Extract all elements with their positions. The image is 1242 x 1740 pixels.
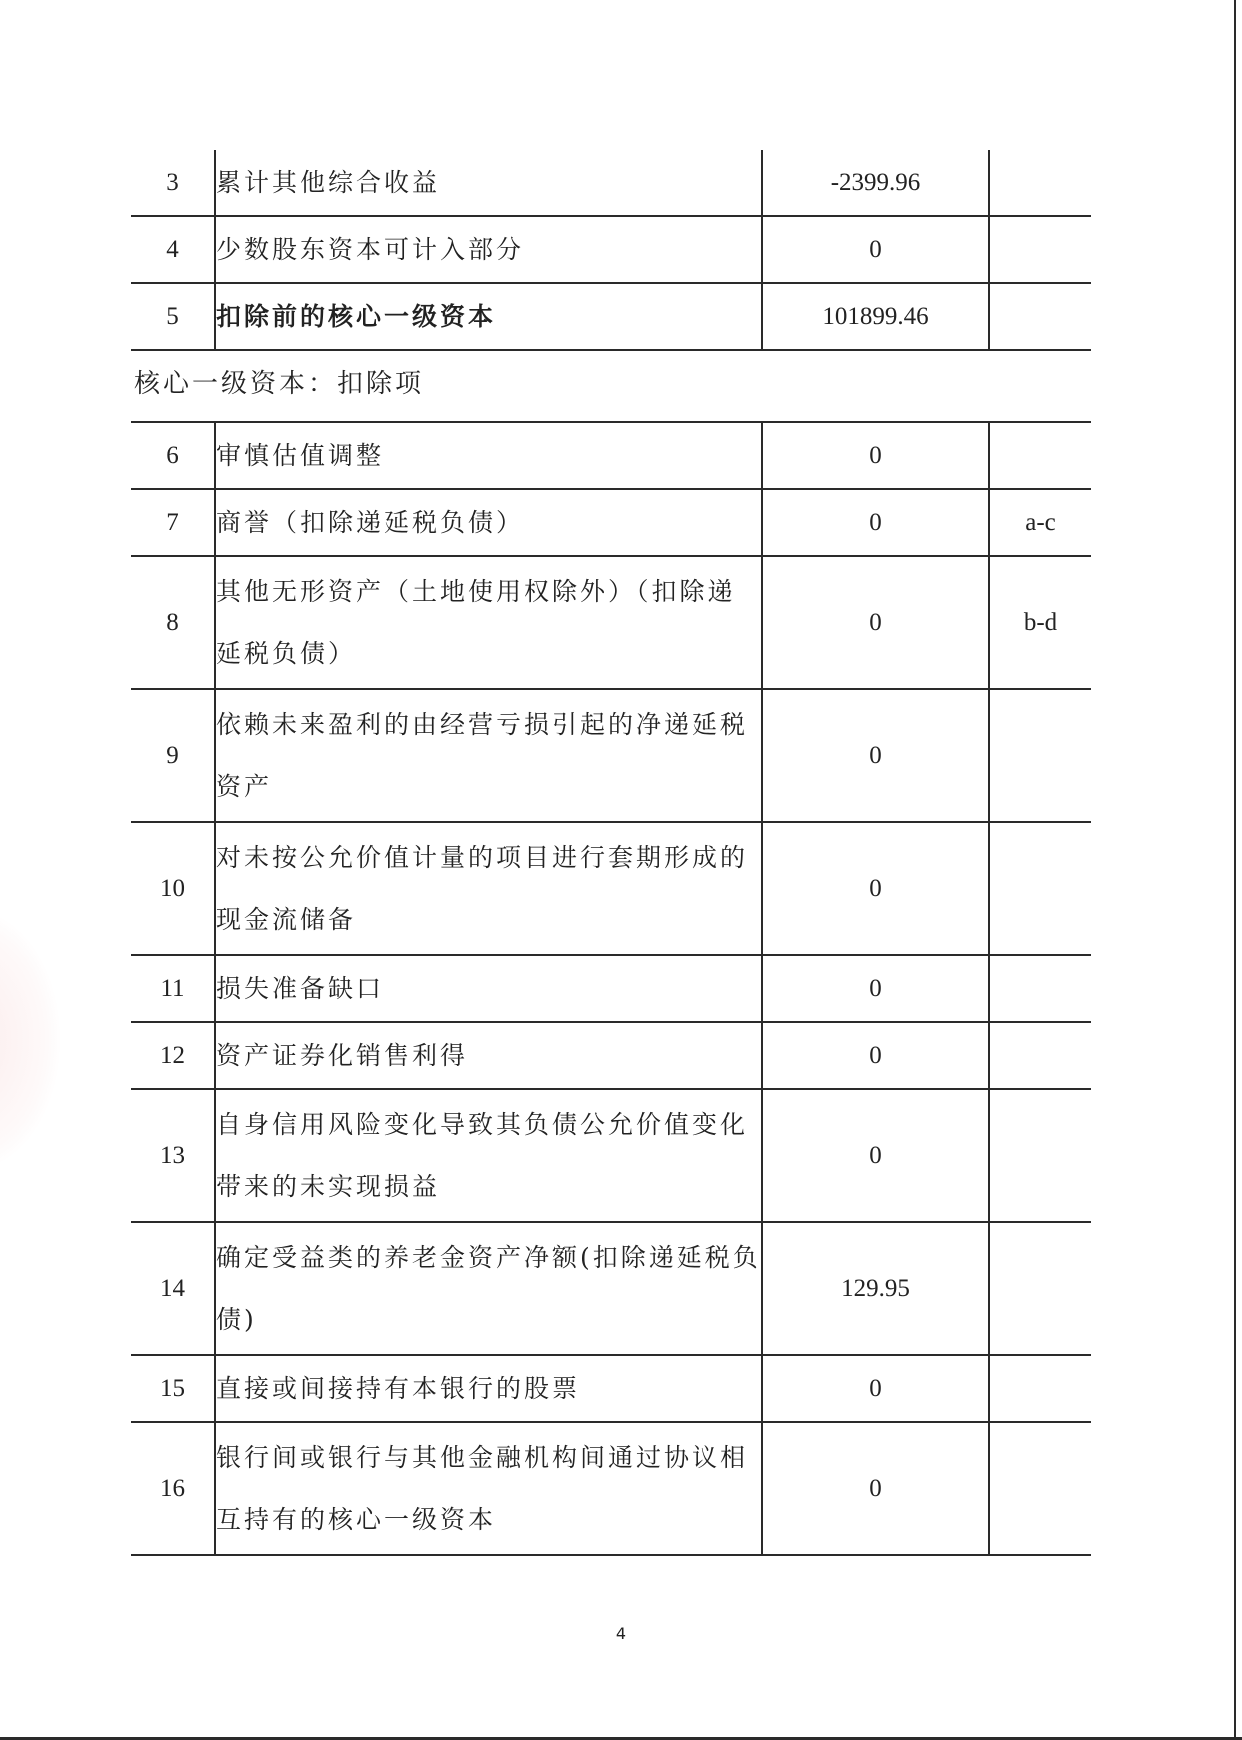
faded-stamp-mark (0, 910, 60, 1170)
row-number: 10 (131, 822, 215, 955)
table-row (131, 283, 1091, 350)
row-ref (989, 150, 1091, 216)
row-ref (989, 955, 1091, 1022)
row-ref: b-d (989, 556, 1091, 689)
row-ref (989, 422, 1091, 489)
row-item: 商誉（扣除递延税负债） (215, 489, 762, 556)
capital-table-deductions (131, 421, 1091, 1556)
row-ref (989, 216, 1091, 283)
row-value: 0 (762, 216, 989, 283)
row-number: 5 (131, 283, 215, 350)
row-value: 0 (762, 1022, 989, 1089)
row-value: 0 (762, 689, 989, 822)
table-row (131, 216, 1091, 283)
table-row (131, 1222, 1091, 1355)
row-number: 9 (131, 689, 215, 822)
table-row (131, 489, 1091, 556)
row-number: 3 (131, 150, 215, 216)
row-number: 12 (131, 1022, 215, 1089)
row-number: 16 (131, 1422, 215, 1555)
table-row (131, 822, 1091, 955)
row-item: 扣除前的核心一级资本 (215, 283, 762, 350)
row-value: 0 (762, 822, 989, 955)
page-number: 4 (615, 1624, 627, 1643)
table-row (131, 422, 1091, 489)
row-ref (989, 1422, 1091, 1555)
row-value: 0 (762, 955, 989, 1022)
section-title: 核心一级资本：扣除项 (134, 369, 425, 399)
row-item: 其他无形资产（土地使用权除外）（扣除递延税负债） (215, 556, 762, 689)
row-ref (989, 689, 1091, 822)
row-value: 0 (762, 422, 989, 489)
row-value: 0 (762, 1422, 989, 1555)
row-number: 14 (131, 1222, 215, 1355)
row-ref (989, 1089, 1091, 1222)
row-value: 0 (762, 489, 989, 556)
row-ref (989, 1222, 1091, 1355)
row-ref: a-c (989, 489, 1091, 556)
row-number: 6 (131, 422, 215, 489)
row-item: 累计其他综合收益 (215, 150, 762, 216)
row-value: 0 (762, 1089, 989, 1222)
row-number: 8 (131, 556, 215, 689)
row-item: 直接或间接持有本银行的股票 (215, 1355, 762, 1422)
row-number: 11 (131, 955, 215, 1022)
row-item: 资产证券化销售利得 (215, 1022, 762, 1089)
row-value: 129.95 (762, 1222, 989, 1355)
table-row (131, 1422, 1091, 1555)
table-row (131, 1022, 1091, 1089)
row-ref (989, 822, 1091, 955)
row-item: 自身信用风险变化导致其负债公允价值变化带来的未实现损益 (215, 1089, 762, 1222)
row-number: 4 (131, 216, 215, 283)
table-row (131, 1355, 1091, 1422)
table-row (131, 1089, 1091, 1222)
row-number: 7 (131, 489, 215, 556)
row-item: 确定受益类的养老金资产净额(扣除递延税负债) (215, 1222, 762, 1355)
row-number: 15 (131, 1355, 215, 1422)
row-item: 对未按公允价值计量的项目进行套期形成的现金流储备 (215, 822, 762, 955)
row-ref (989, 1022, 1091, 1089)
scan-edge-right (1234, 0, 1236, 1740)
row-item: 审慎估值调整 (215, 422, 762, 489)
table-row (131, 955, 1091, 1022)
table-row (131, 556, 1091, 689)
capital-table-top (131, 150, 1091, 351)
row-value: 0 (762, 556, 989, 689)
row-ref (989, 283, 1091, 350)
row-value: 101899.46 (762, 283, 989, 350)
row-item: 少数股东资本可计入部分 (215, 216, 762, 283)
row-number: 13 (131, 1089, 215, 1222)
row-item: 银行间或银行与其他金融机构间通过协议相互持有的核心一级资本 (215, 1422, 762, 1555)
row-value: -2399.96 (762, 150, 989, 216)
row-item: 损失准备缺口 (215, 955, 762, 1022)
row-ref (989, 1355, 1091, 1422)
row-value: 0 (762, 1355, 989, 1422)
row-item: 依赖未来盈利的由经营亏损引起的净递延税资产 (215, 689, 762, 822)
table-row (131, 689, 1091, 822)
table-row (131, 150, 1091, 216)
